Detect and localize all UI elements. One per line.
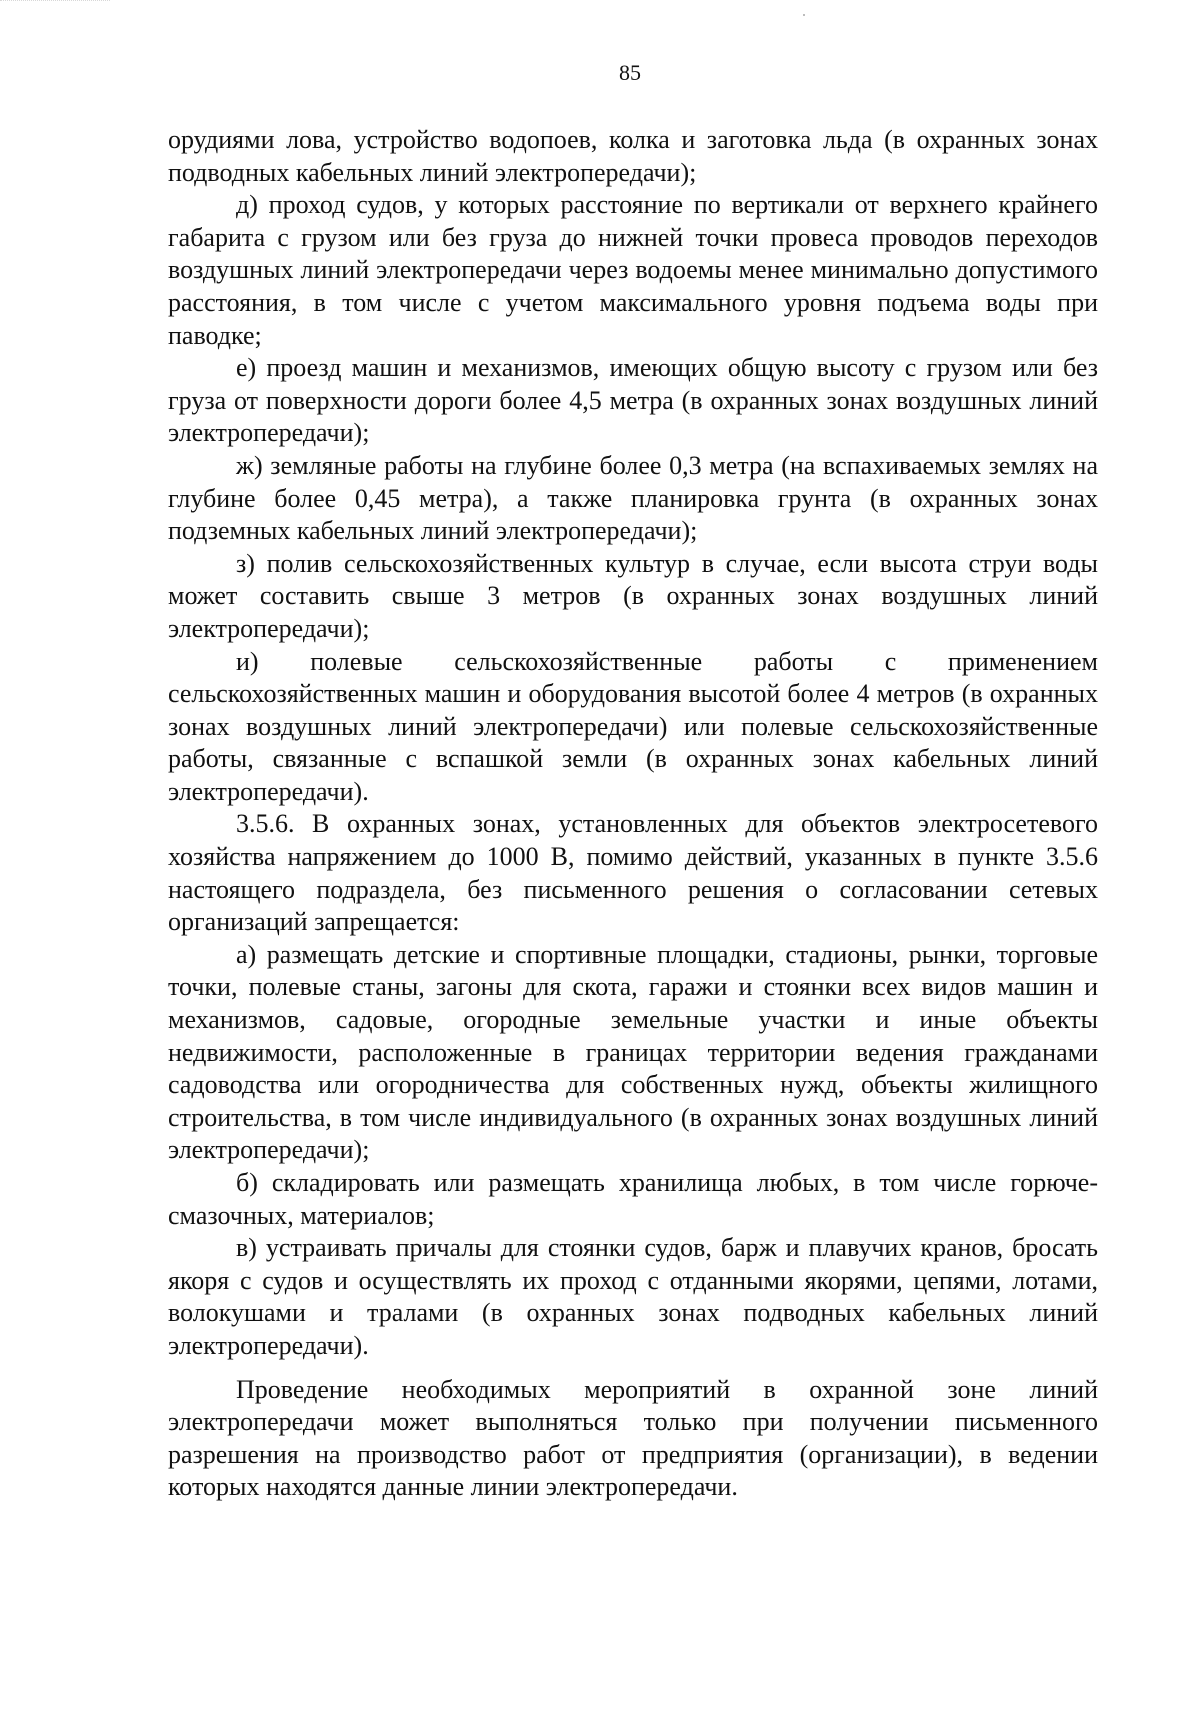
document-body (168, 124, 1098, 1504)
paragraph-continuation: орудиями лова, устройство водопоев, колка и заготовка льда (в охранных зонах подводных кабельных линий электропередачи); (168, 125, 1098, 187)
page-number: 85 (619, 60, 641, 85)
paragraph-item-v: в) устраивать причалы для стоянки судов, барж и плавучих кранов, бросать якоря с судов и осуществлять их проход с отданными якорями, цепями, лотами, волокушами и тралами (в охранных зонах подводных кабельных линий электропередачи). (168, 1233, 1098, 1360)
paragraph-item-a: а) размещать детские и спортивные площадки, стадионы, рынки, торговые точки, полевые станы, загоны для скота, гаражи и стоянки всех видов машин и механизмов, садовые, огородные земельные участки и иные объекты недвижимости, расположенные в границах территории ведения гражданами садоводства или огородничества для собственных нужд, объекты жилищного строительства, в том числе индивидуального (в охранных зонах воздушных линий электропередачи); (168, 939, 1098, 1165)
paragraph-item-e: е) проезд машин и механизмов, имеющих общую высоту с грузом или без груза от поверхности дороги более 4,5 метра (в охранных зонах воздушных линий электропередачи); (168, 353, 1098, 448)
scan-artifact-dot (803, 14, 805, 16)
paragraph-item-d: д) проход судов, у которых расстояние по вертикали от верхнего крайнего габарита с грузом или без груза до нижней точки провеса проводов переходов воздушных линий электропередачи через водоемы менее минимально допустимого расстояния, в том числе с учетом максимального уровня подъема воды при паводке; (168, 190, 1098, 350)
paragraph-item-zh: ж) земляные работы на глубине более 0,3 метра (на вспахиваемых землях на глубине более 0,45 метра), а также планировка грунта (в охранных зонах подземных кабельных линий электропередачи); (168, 450, 1098, 546)
paragraph-item-b: б) складировать или размещать хранилища любых, в том числе горюче-смазочных, материалов; (168, 1168, 1098, 1230)
paragraph-item-i: и) полевые сельскохозяйственные работы с применением сельскохозяйственных машин и оборудования высотой более 4 метров (в охранных зонах воздушных линий электропередачи) или полевые сельскохозяйственные работы, связанные с вспашкой земли (в охранных зонах кабельных линий электропередачи). (168, 646, 1098, 806)
paragraph-item-z: з) полив сельскохозяйственных культур в случае, если высота струи воды может составить свыше 3 метров (в охранных зонах воздушных линий электропередачи); (168, 548, 1098, 643)
scan-artifact (0, 0, 110, 5)
paragraph-section-3-5-6: 3.5.6. В охранных зонах, установленных для объектов электросетевого хозяйства напряжением до 1000 В, помимо действий, указанных в пункте 3.5.6 настоящего подраздела, без письменного решения о согласовании сетевых организаций запрещается: (168, 809, 1098, 937)
paragraph-conclusion: Проведение необходимых мероприятий в охранной зоне линий электропередачи может выполняться только при получении письменного разрешения на производство работ от предприятия (организации), в ведении которых находятся данные линии электропередачи. (168, 1374, 1098, 1502)
